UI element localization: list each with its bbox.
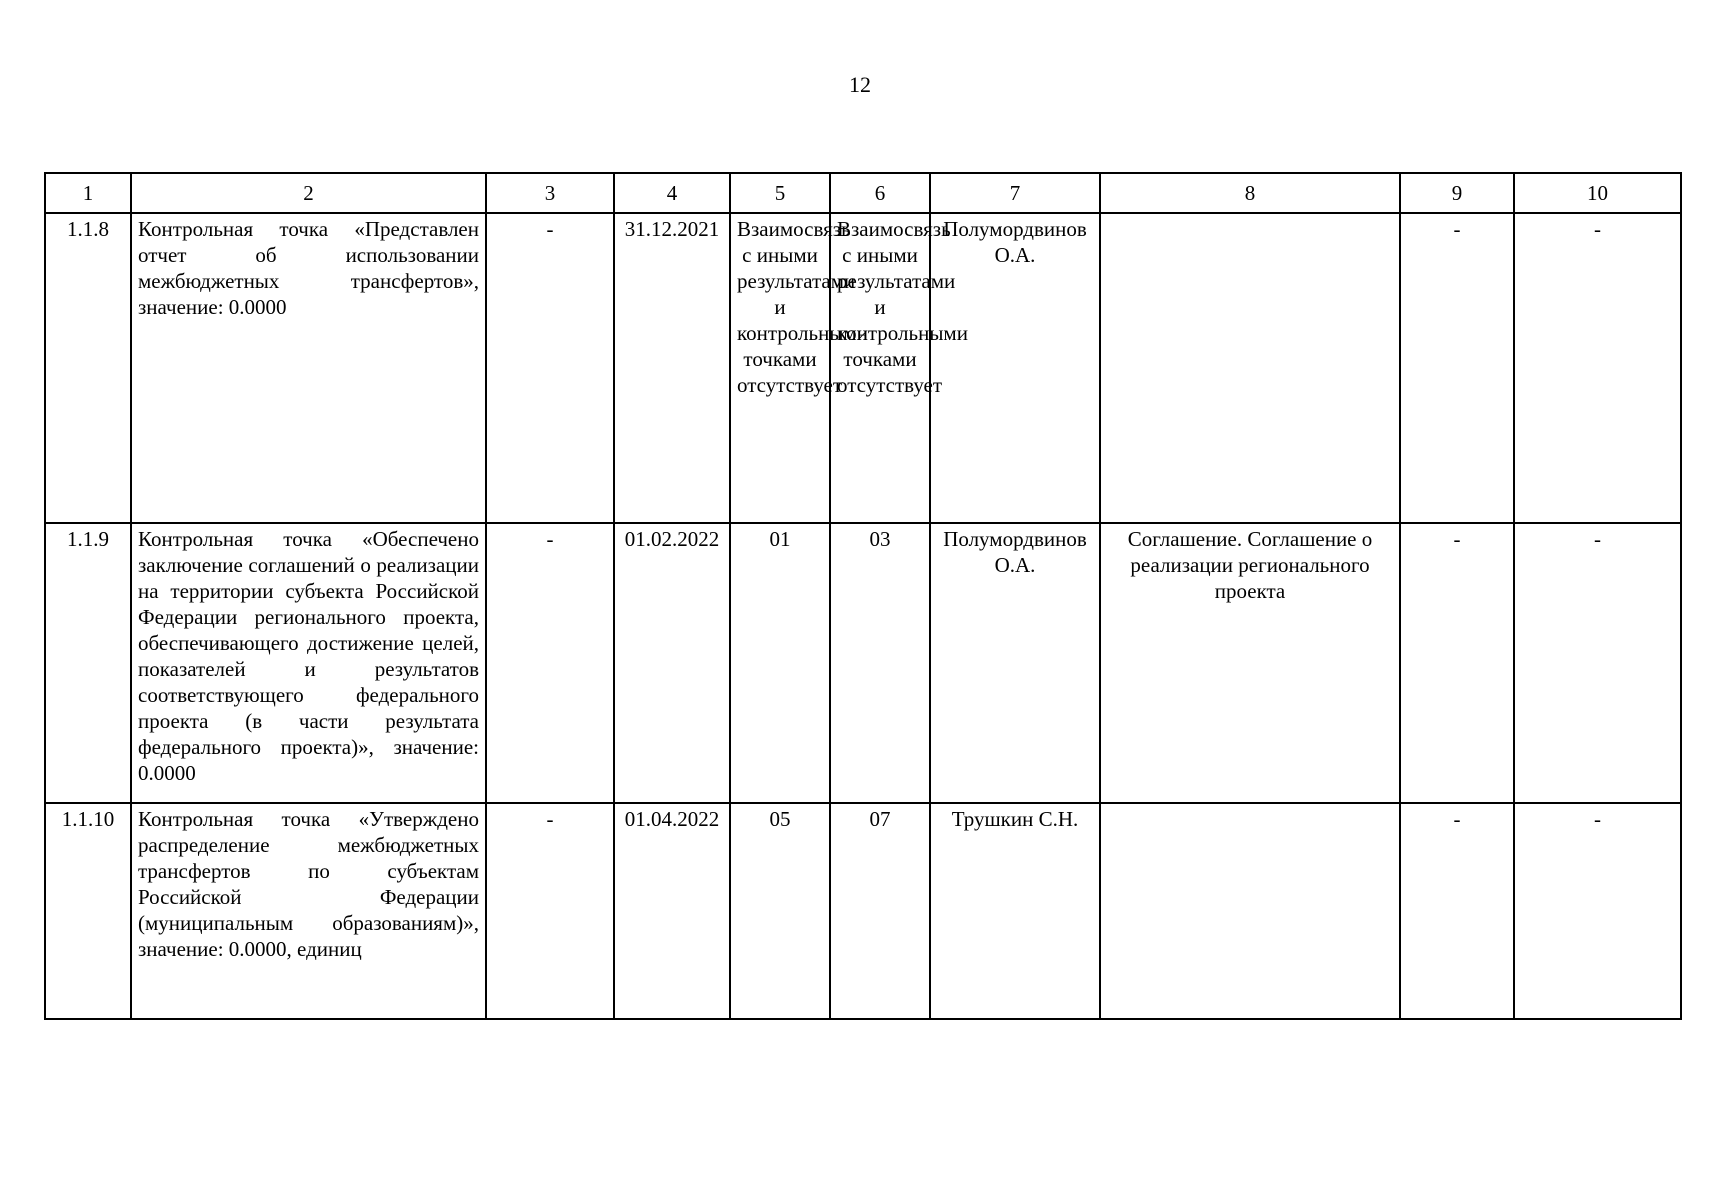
row-col10: -: [1514, 213, 1681, 523]
row-col3: -: [486, 803, 614, 1019]
row-col9: -: [1400, 523, 1514, 803]
row-col6: Взаимосвязь с иными результатами и контрольными точками отсутствует: [830, 213, 930, 523]
row-col8: [1100, 213, 1400, 523]
header-cell: 2: [131, 173, 486, 213]
header-cell: 3: [486, 173, 614, 213]
row-col9: -: [1400, 803, 1514, 1019]
row-responsible: Полумордвинов О.А.: [930, 213, 1100, 523]
row-number: 1.1.9: [45, 523, 131, 803]
row-description: Контрольная точка «Обеспечено заключение соглашений о реализации на территории субъекта Российской Федерации регионального проекта, обеспечивающего достижение целей, показателей и результатов соответствующего федерального проекта (в части результата федерального проекта)», значение: 0.0000: [131, 523, 486, 803]
row-col8: Соглашение. Соглашение о реализации регионального проекта: [1100, 523, 1400, 803]
row-col8: [1100, 803, 1400, 1019]
header-cell: 6: [830, 173, 930, 213]
row-col5: Взаимосвязь с иными результатами и контрольными точками отсутствует: [730, 213, 830, 523]
row-col6: 03: [830, 523, 930, 803]
page-number: 12: [849, 72, 871, 97]
control-points-table: [44, 172, 1682, 1020]
row-number: 1.1.10: [45, 803, 131, 1019]
row-col9: -: [1400, 213, 1514, 523]
row-col5: 05: [730, 803, 830, 1019]
table-row: [45, 523, 1681, 803]
header-cell: 8: [1100, 173, 1400, 213]
row-col10: -: [1514, 523, 1681, 803]
row-col10: -: [1514, 803, 1681, 1019]
row-responsible: Трушкин С.Н.: [930, 803, 1100, 1019]
header-cell: 9: [1400, 173, 1514, 213]
header-cell: 10: [1514, 173, 1681, 213]
header-cell: 4: [614, 173, 730, 213]
header-cell: 7: [930, 173, 1100, 213]
row-date: 01.02.2022: [614, 523, 730, 803]
row-col5: 01: [730, 523, 830, 803]
row-number: 1.1.8: [45, 213, 131, 523]
header-cell: 1: [45, 173, 131, 213]
row-col3: -: [486, 523, 614, 803]
table-row: [45, 803, 1681, 1019]
row-description: Контрольная точка «Утверждено распределение межбюджетных трансфертов по субъектам Российской Федерации (муниципальным образованиям)», значение: 0.0000, единиц: [131, 803, 486, 1019]
row-responsible: Полумордвинов О.А.: [930, 523, 1100, 803]
row-date: 01.04.2022: [614, 803, 730, 1019]
header-cell: 5: [730, 173, 830, 213]
row-col6: 07: [830, 803, 930, 1019]
row-col3: -: [486, 213, 614, 523]
table-row: [45, 213, 1681, 523]
row-description: Контрольная точка «Представлен отчет об использовании межбюджетных трансфертов», значение: 0.0000: [131, 213, 486, 523]
row-date: 31.12.2021: [614, 213, 730, 523]
table-header-row: [45, 173, 1681, 213]
